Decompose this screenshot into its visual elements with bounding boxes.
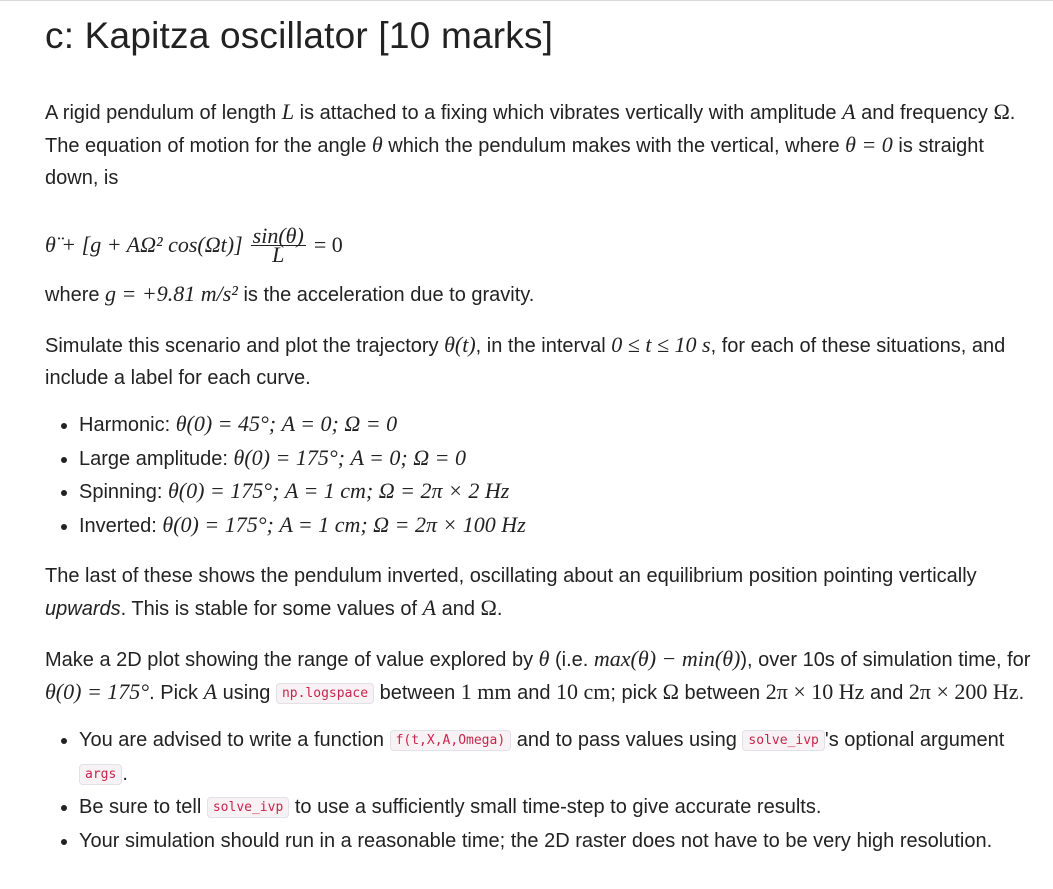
gravity-paragraph <box>45 278 1040 311</box>
intro-paragraph <box>45 96 1040 194</box>
make-text: and <box>511 682 556 704</box>
make-text: between <box>679 682 766 704</box>
math-A: A <box>422 595 437 620</box>
inverted-paragraph <box>45 560 1040 625</box>
make-text: Make a 2D plot showing the range of value explored by <box>45 649 539 671</box>
tip-text: to use a sufficiently small time-step to give accurate results. <box>289 796 822 818</box>
make-text: and <box>864 682 909 704</box>
math-Omega: Ω <box>662 679 679 704</box>
list-item <box>79 442 1040 476</box>
math-theta: θ <box>538 646 550 671</box>
make-text: . <box>1018 682 1025 704</box>
simulate-text: Simulate this scenario and plot the trajectory <box>45 335 445 357</box>
simulate-paragraph <box>45 329 1040 394</box>
tips-list <box>45 724 1040 857</box>
case-label: Inverted: <box>79 514 163 537</box>
case-math: θ(0) = 175°; A = 1 cm; Ω = 2π × 100 Hz <box>162 511 526 537</box>
code-logspace: np.logspace <box>276 683 374 704</box>
simulate-text: , in the interval <box>475 335 612 357</box>
intro-text: is attached to a fixing which vibrates vertically with amplitude <box>294 102 843 124</box>
intro-text: A rigid pendulum of length <box>45 102 282 124</box>
make-text: (i.e. <box>549 649 594 671</box>
math-A: A <box>203 679 218 704</box>
code-args: args <box>79 764 122 785</box>
case-math: θ(0) = 175°; A = 1 cm; Ω = 2π × 2 Hz <box>167 478 510 503</box>
list-item <box>79 724 1040 791</box>
tip-text: Your simulation should run in a reasonable time; the 2D raster does not have to be very high resolution. <box>79 829 993 852</box>
code-function-signature: f(t,X,A,Omega) <box>390 730 512 751</box>
make-text: ), over 10s of simulation time, for <box>740 649 1031 671</box>
case-label: Harmonic: <box>79 414 176 436</box>
code-solve-ivp: solve_ivp <box>207 797 289 818</box>
tip-text: You are advised to write a function <box>79 729 390 751</box>
equation-rhs: = 0 <box>313 232 343 257</box>
simulate-text: , for each of these situations, and include a label for each curve. <box>45 335 1006 389</box>
tip-text: and to pass values using <box>511 729 743 751</box>
math-theta: θ <box>371 132 383 157</box>
make-text: . Pick <box>149 682 204 704</box>
make-text: between <box>374 682 461 704</box>
case-label: Large amplitude: <box>79 447 234 470</box>
equation-lhs: θ̈ + [g + AΩ² cos(Ωt)] <box>45 232 243 257</box>
math-a-low: 1 mm <box>460 679 512 704</box>
case-label: Spinning: <box>79 481 168 503</box>
case-math: θ(0) = 45°; A = 0; Ω = 0 <box>175 411 398 436</box>
intro-text: . The equation of motion for the angle <box>45 102 1016 157</box>
tip-text: 's optional argument <box>824 729 1005 751</box>
math-theta-zero: θ = 0 <box>845 132 893 157</box>
equation-fraction <box>251 222 306 267</box>
list-item <box>79 825 1040 858</box>
tip-text: Be sure to tell <box>79 796 207 818</box>
question-heading: c: Kapitza oscillator [10 marks] <box>45 15 554 56</box>
fraction-denominator: L <box>272 241 285 267</box>
list-item <box>79 408 1040 442</box>
list-item <box>79 791 1040 825</box>
intro-text: is straight down, is <box>45 135 984 189</box>
make-text: using <box>217 682 276 704</box>
list-item <box>79 475 1040 509</box>
emphasis-upwards: upwards <box>45 598 121 620</box>
math-Omega: Ω <box>480 595 497 620</box>
intro-text: which the pendulum makes with the vertical, where <box>382 135 846 157</box>
case-list <box>45 408 1040 542</box>
list-item <box>79 509 1040 543</box>
math-interval: 0 ≤ t ≤ 10 s <box>611 332 711 357</box>
case-math: θ(0) = 175°; A = 0; Ω = 0 <box>233 444 466 470</box>
math-omega-low: 2π × 10 Hz <box>765 679 865 704</box>
math-Omega: Ω <box>993 99 1010 124</box>
code-solve-ivp: solve_ivp <box>742 730 824 751</box>
math-theta0: θ(0) = 175° <box>45 679 150 704</box>
where-text: is the acceleration due to gravity. <box>237 284 535 306</box>
math-trajectory: θ(t) <box>444 332 476 357</box>
math-range: max(θ) − min(θ) <box>593 646 741 671</box>
math-L: L <box>281 99 295 124</box>
question-section <box>45 0 1040 857</box>
last-text: . <box>496 598 503 620</box>
math-a-high: 10 cm <box>556 679 611 704</box>
math-A: A <box>842 99 856 124</box>
tip-text: . <box>122 762 128 785</box>
last-text: The last of these shows the pendulum inverted, oscillating about an equilibrium position pointing vertically <box>45 565 977 587</box>
fraction-numerator: sin(θ) <box>252 222 304 248</box>
last-text: and <box>436 598 481 620</box>
math-omega-high: 2π × 200 Hz <box>908 679 1019 704</box>
math-g-value: g = +9.81 m/s² <box>105 281 238 306</box>
intro-text: and frequency <box>855 102 994 124</box>
plot-task-paragraph <box>45 643 1040 710</box>
last-text: . This is stable for some values of <box>120 598 423 620</box>
where-text: where <box>45 284 106 306</box>
equation-of-motion <box>45 220 1040 270</box>
make-text: ; pick <box>610 682 663 704</box>
